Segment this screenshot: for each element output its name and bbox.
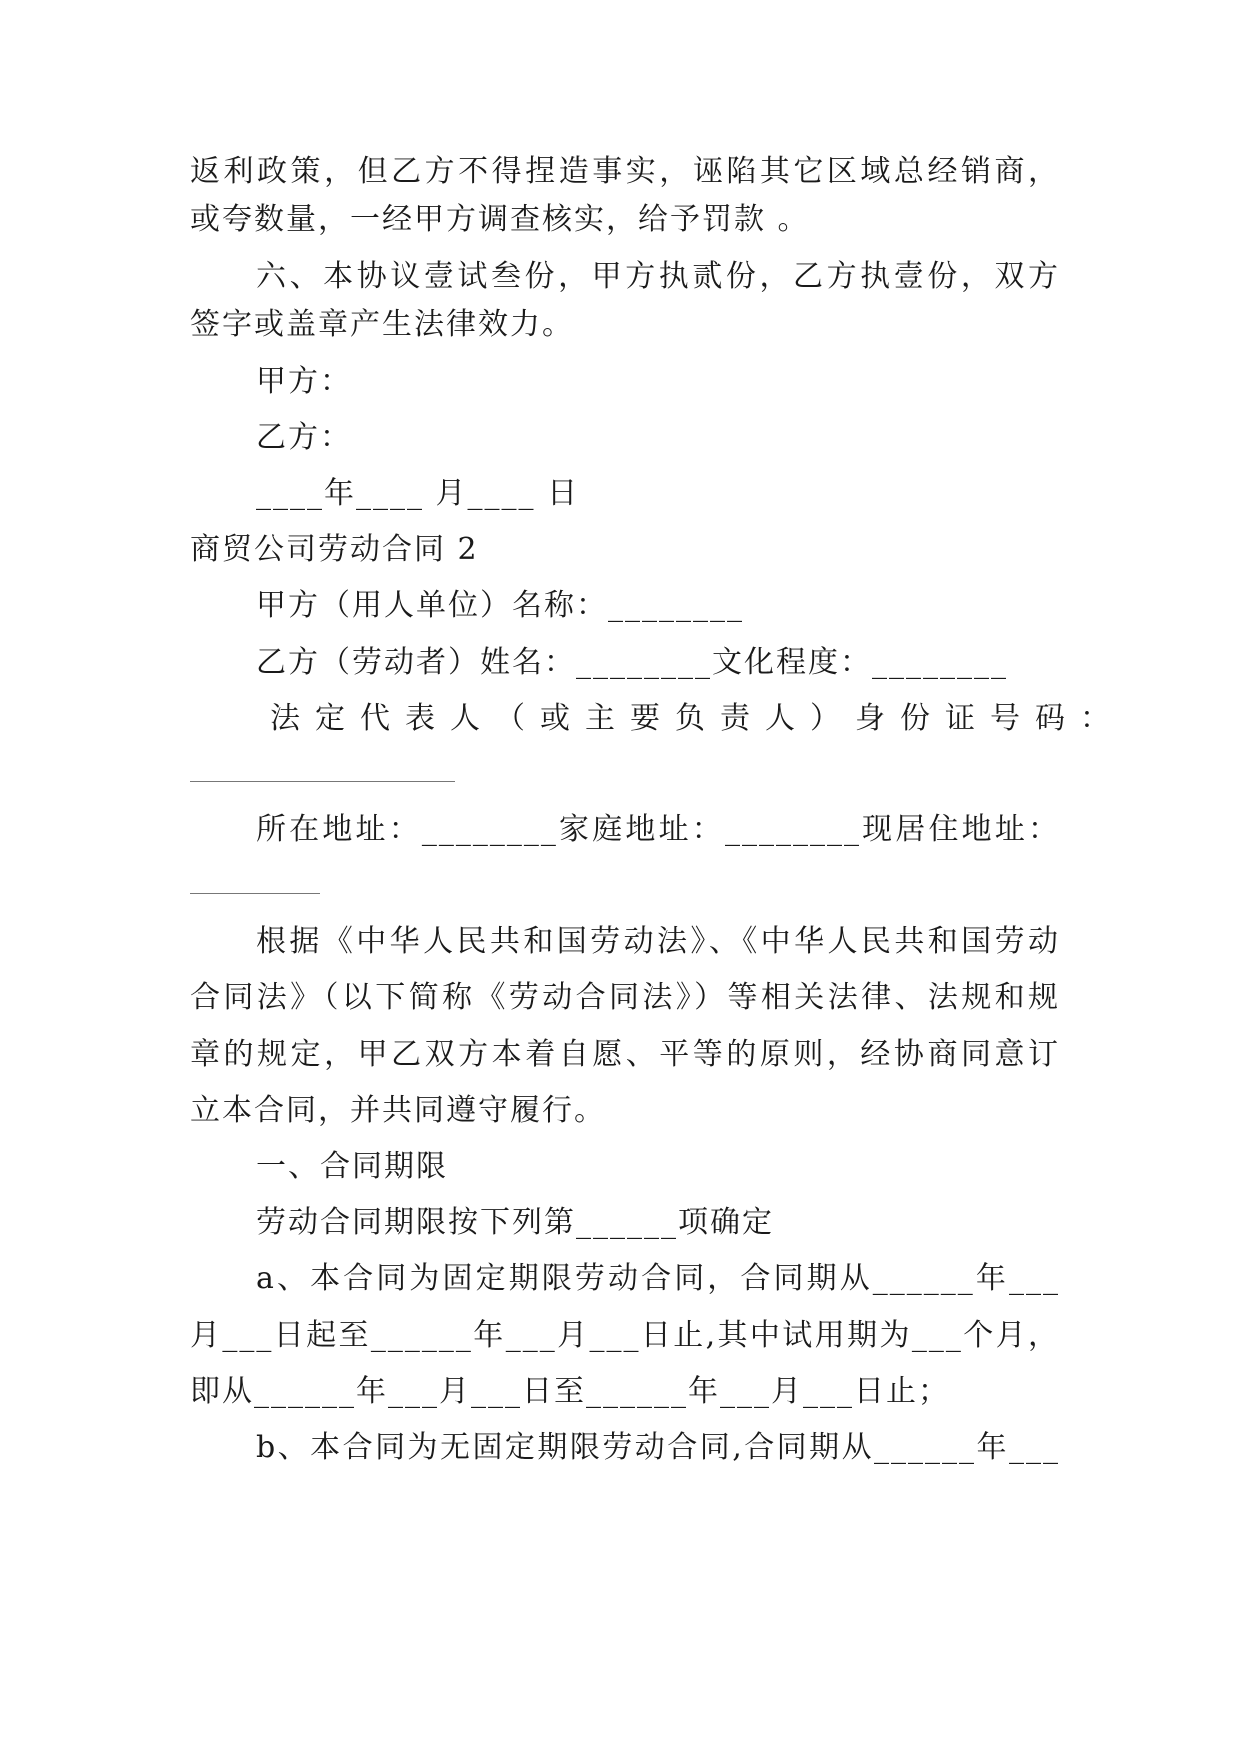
blank-underline: [190, 781, 455, 782]
employee-name-line: 乙方（劳动者）姓名：________文化程度：________: [256, 645, 1008, 680]
paragraph-line: 月___日起至______年___月___日止,其中试用期为___个月，: [190, 1318, 1060, 1353]
paragraph-line: 或夸数量，一经甲方调查核实，给予罚款 。: [190, 202, 810, 237]
paragraph-line: 返利政策，但乙方不得捏造事实，诬陷其它区域总经销商，: [190, 154, 1060, 189]
paragraph-line: a、本合同为固定期限劳动合同，合同期从______年___: [256, 1261, 1060, 1296]
legal-rep-id-line: 法定代表人（或主要负责人）身份证号码：: [270, 701, 1125, 736]
paragraph-line: 根据《中华人民共和国劳动法》、《中华人民共和国劳动: [256, 924, 1060, 959]
paragraph-line: 签字或盖章产生法律效力。: [190, 307, 574, 342]
signature-party-b: 乙方：: [256, 420, 352, 455]
paragraph-line: b、本合同为无固定期限劳动合同,合同期从______年___: [256, 1430, 1060, 1465]
paragraph-line: 即从______年___月___日至______年___月___日止；: [190, 1374, 950, 1409]
signature-party-a: 甲方：: [256, 364, 352, 399]
address-line: 所在地址：________家庭地址：________现居住地址：: [256, 812, 1060, 847]
employer-name-line: 甲方（用人单位）名称：________: [256, 588, 744, 623]
paragraph-line: 立本合同，并共同遵守履行。: [190, 1093, 606, 1128]
paragraph-line: 劳动合同期限按下列第______项确定: [256, 1205, 774, 1240]
blank-underline: [190, 893, 320, 894]
paragraph-line: 合同法》（以下简称《劳动合同法》）等相关法律、法规和规: [190, 980, 1060, 1015]
section-title: 商贸公司劳动合同 2: [190, 532, 479, 567]
paragraph-line: 六、本协议壹试叁份，甲方执贰份，乙方执壹份，双方: [256, 259, 1060, 294]
clause-heading: 一、合同期限: [256, 1149, 448, 1184]
signature-date: ____年____ 月____ 日: [256, 476, 580, 511]
paragraph-line: 章的规定，甲乙双方本着自愿、平等的原则，经协商同意订: [190, 1037, 1060, 1072]
